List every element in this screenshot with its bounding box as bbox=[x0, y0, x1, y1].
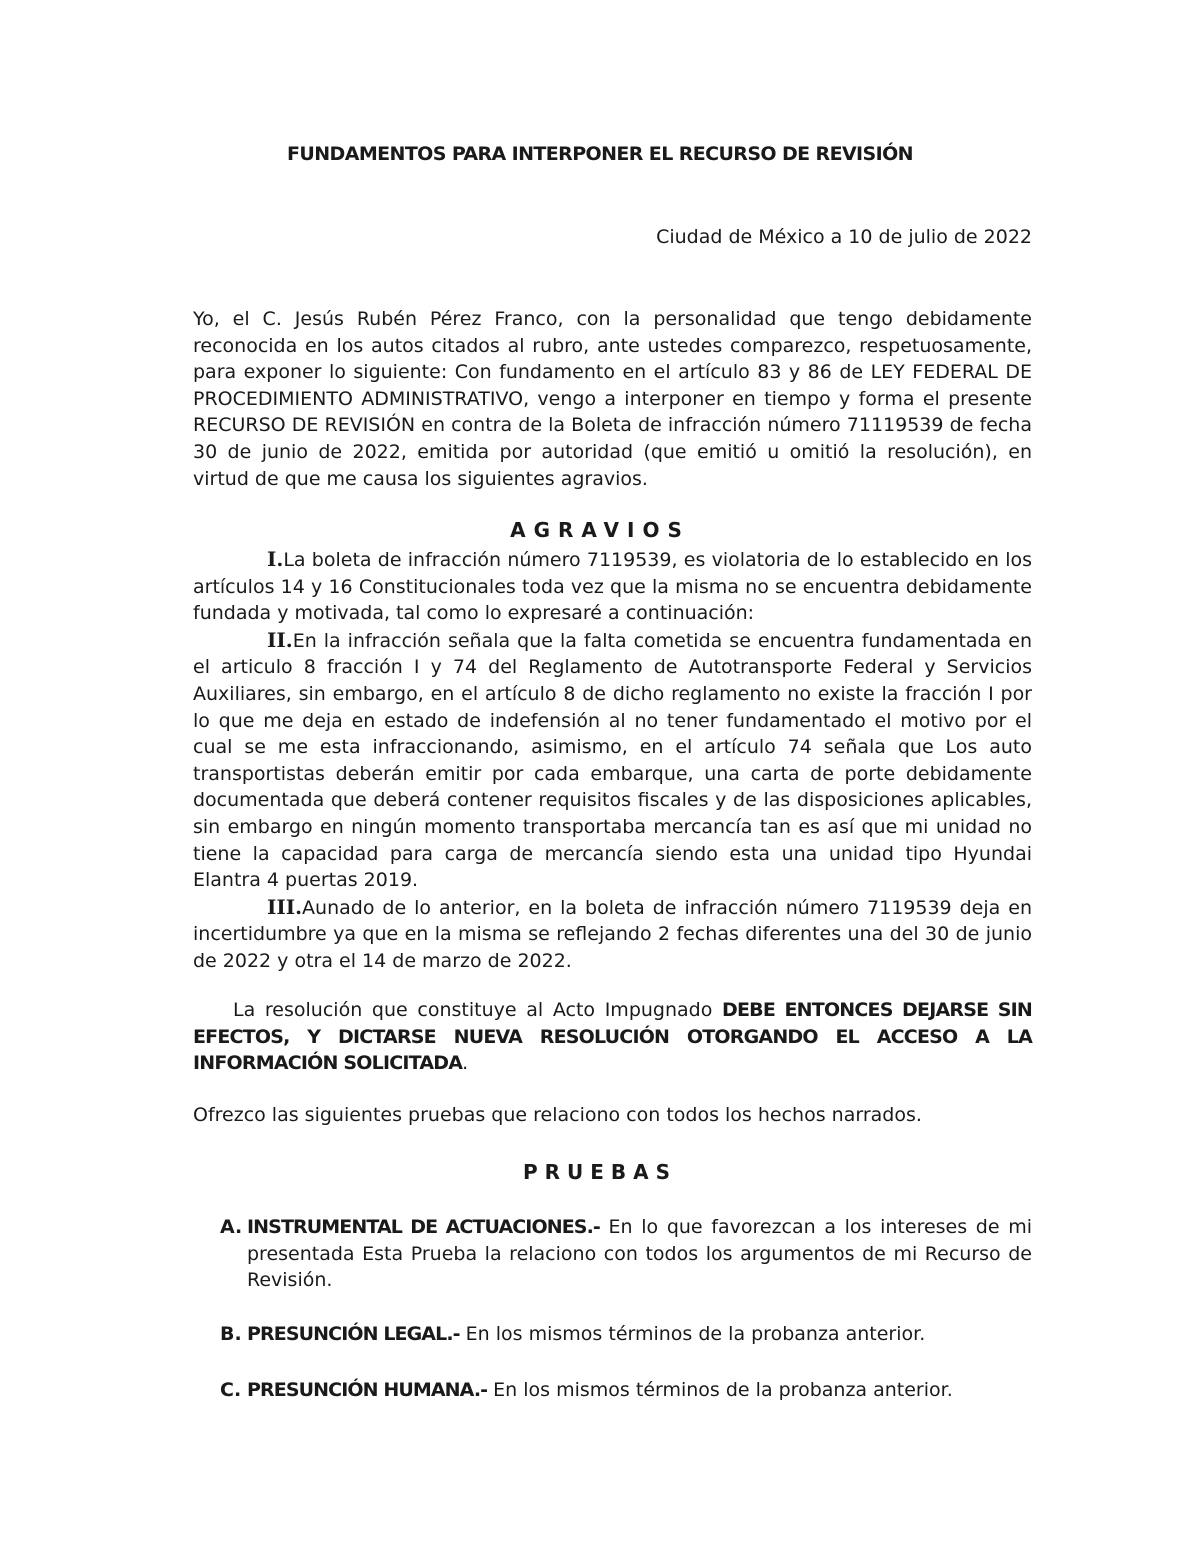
agravio-number: II. bbox=[267, 627, 293, 652]
agravio-text: La boleta de infracción número 7119539, es violatoria de lo establecido en los artículos 14 y 16 Constitucionales toda vez que la misma no se encuentra debidamente fundada y motivada, tal como lo expresaré a continuación: bbox=[193, 549, 1032, 625]
prueba-letter: A. bbox=[220, 1216, 243, 1238]
resolucion-paragraph bbox=[193, 997, 1032, 1077]
ofrezco-paragraph: Ofrezco las siguientes pruebas que relaciono con todos los hechos narrados. bbox=[193, 1104, 922, 1126]
prueba-text: En los mismos términos de la probanza anterior. bbox=[459, 1323, 926, 1345]
prueba-letter: C. bbox=[220, 1379, 242, 1401]
intro-paragraph: Yo, el C. Jesús Rubén Pérez Franco, con la personalidad que tengo debidamente reconocida en los autos citados al rubro, ante ustedes comparezco, respetuosamente, para exponer lo siguiente: Con fundamento en el artículo 83 y 86 de LEY FEDERAL DE PROCEDIMIENTO ADMINISTRATIVO, vengo a interponer en tiempo y forma el presente RECURSO DE REVISIÓN en contra de la Boleta de infracción número 71119539 de fecha 30 de junio de 2022, emitida por autoridad (que emitió u omitió la resolución), en virtud de que me causa los siguientes agravios. bbox=[193, 308, 1032, 490]
prueba-label: PRESUNCIÓN LEGAL.- bbox=[247, 1323, 460, 1345]
prueba-letter: B. bbox=[220, 1323, 242, 1345]
date-line: Ciudad de México a 10 de julio de 2022 bbox=[656, 226, 1032, 248]
resolucion-end: . bbox=[462, 1052, 469, 1075]
prueba-label: PRESUNCIÓN HUMANA.- bbox=[247, 1379, 488, 1401]
agravio-number: III. bbox=[267, 894, 303, 919]
prueba-label: INSTRUMENTAL DE ACTUACIONES.- bbox=[247, 1216, 600, 1238]
agravio-item bbox=[193, 894, 1032, 975]
agravio-item bbox=[193, 546, 1032, 627]
resolucion-lead: La resolución que constituye al Acto Impugnado bbox=[233, 999, 723, 1021]
prueba-text: En los mismos términos de la probanza anterior. bbox=[487, 1379, 953, 1401]
agravio-text: Aunado de lo anterior, en la boleta de infracción número 7119539 deja en incertidumbre ya que en la misma se reflejando 2 fechas diferentes una del 30 de junio de 2022 y otra el 14 de marzo de 2022. bbox=[193, 896, 1032, 972]
prueba-item bbox=[220, 1377, 1032, 1404]
resolucion-emphasis: DEBE ENTONCES DEJARSE SIN EFECTOS, Y DICTARSE NUEVA RESOLUCIÓN OTORGANDO EL ACCESO A LA INFORMACIÓN SOLICITADA bbox=[193, 999, 1032, 1075]
agravio-item bbox=[193, 627, 1032, 894]
agravios-heading: AGRAVIOS bbox=[510, 518, 690, 542]
document-title: FUNDAMENTOS PARA INTERPONER EL RECURSO DE REVISIÓN bbox=[287, 143, 913, 165]
pruebas-heading: PRUEBAS bbox=[522, 1160, 678, 1184]
agravios-list bbox=[193, 546, 1032, 975]
prueba-item bbox=[220, 1214, 1032, 1294]
agravio-number: I. bbox=[267, 547, 284, 571]
prueba-text: En lo que favorezcan a los intereses de mi presentada Esta Prueba la relaciono con todos los argumentos de mi Recurso de Revisión. bbox=[247, 1216, 1033, 1292]
prueba-item bbox=[220, 1321, 1032, 1348]
agravio-text: En la infracción señala que la falta cometida se encuentra fundamentada en el articulo 8 fracción I y 74 del Reglamento de Autotransporte Federal y Servicios Auxiliares, sin embargo, en el artículo 8 de dicho reglamento no existe la fracción I por lo que me deja en estado de indefensión al no tener fundamentado el motivo por el cual se me esta infraccionando, asimismo, en el artículo 74 señala que Los auto transportistas deberán emitir por cada embarque, una carta de porte debidamente documentada que deberá contener requisitos fiscales y de las disposiciones aplicables, sin embargo en ningún momento transportaba mercancía tan es así que mi unidad no tiene la capacidad para carga de mercancía siendo esta una unidad tipo Hyundai Elantra 4 puertas 2019. bbox=[193, 629, 1032, 892]
